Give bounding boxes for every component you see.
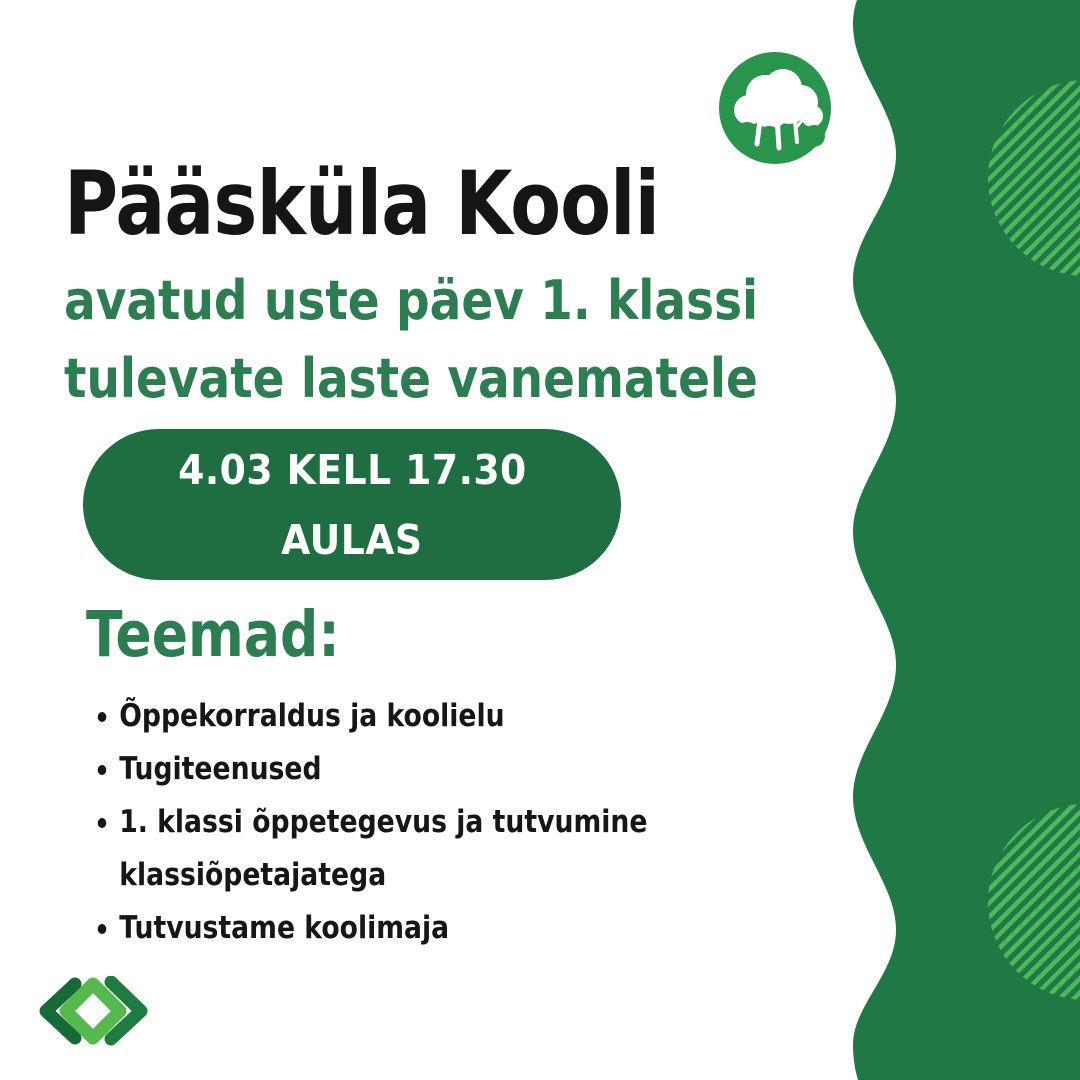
bullet-dot <box>98 924 107 934</box>
poster-subtitle <box>64 262 758 418</box>
topic-text: Õppekorraldus ja koolielu <box>119 698 505 734</box>
topics-heading: Teemad: <box>86 598 340 671</box>
chevrons-diamond-logo-icon <box>38 976 156 1046</box>
bullet-dot <box>98 818 107 828</box>
topics-list <box>96 690 698 955</box>
topic-text: Tutvustame koolimaja <box>119 910 450 946</box>
topic-item <box>96 690 698 743</box>
school-trees-logo-icon <box>713 46 837 170</box>
subtitle-line-2: tulevate laste vanematele <box>64 347 758 410</box>
topic-item <box>96 796 698 902</box>
topic-text: 1. klassi õppetegevus ja tutvumine klassiõpetajatega <box>119 804 648 893</box>
bullet-dot <box>98 712 107 722</box>
topic-text: Tugiteenused <box>119 751 322 787</box>
event-badge <box>83 429 621 580</box>
topic-item <box>96 743 698 796</box>
event-datetime: 4.03 KELL 17.30 <box>177 445 527 494</box>
event-location: AULAS <box>281 515 423 564</box>
poster-title: Pääsküla Kooli <box>64 152 660 255</box>
bullet-dot <box>98 765 107 775</box>
topic-item <box>96 902 698 955</box>
subtitle-line-1: avatud uste päev 1. klassi <box>64 269 759 332</box>
